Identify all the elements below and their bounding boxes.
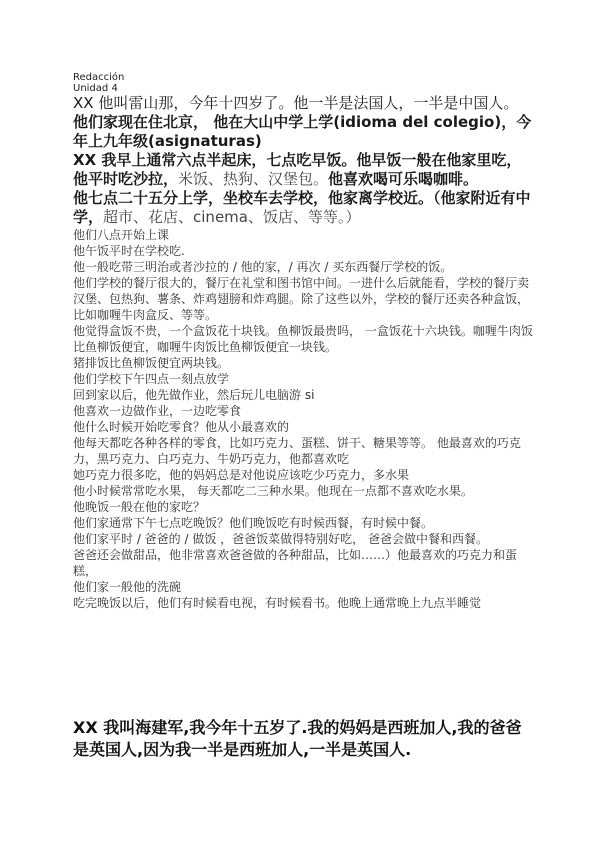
unit-label: Unidad 4 — [73, 83, 118, 94]
text-line: 他一般吃带三明治或者沙拉的 / 他的家，/ 再次 / 买东西餐厅学校的饭。 — [73, 260, 453, 274]
document-body — [73, 72, 533, 611]
text-line: 他喜欢一边做作业，一边吃零食 — [73, 404, 242, 418]
breakfast-bold-2: 他喜欢喝可乐喝咖啡。 — [328, 170, 479, 188]
text-line: 他们八点开始上课 — [73, 228, 170, 242]
paragraph-school: 他们家现在住北京， 他在大山中学上学(idioma del colegio)，今年上九年级(asignaturas) — [73, 113, 532, 150]
text-line: 他们家一般他的洗碗 — [73, 580, 182, 594]
commute-gray: 超市、花店、cinema、饭店、等等。） — [103, 208, 361, 226]
text-line: 他觉得盒饭不贵，一个盒饭花十块钱。鱼柳饭最贵吗， 一盒饭花十六块钱。咖喱牛肉饭比鱼柳饭便宜，咖喱牛肉饭比鱼柳饭便宜一块钱。 — [73, 324, 533, 354]
text-line: 他每天都吃各种各样的零食，比如巧克力、蛋糕、饼干、糖果等等。 他最喜欢的巧克力，黑巧克力、白巧克力、牛奶巧克力，他都喜欢吃 — [73, 436, 521, 466]
paragraph-second-story: XX 我叫海建军,我今年十五岁了.我的妈妈是西班加人,我的爸爸是英国人,因为我一半是西班加人,一半是英国人. — [73, 718, 522, 759]
paragraph-intro: XX 他叫雷山那，今年十四岁了。他一半是法国人，一半是中国人。 — [73, 94, 519, 112]
text-line: 吃完晚饭以后，他们有时候看电视，有时候看书。他晚上通常晚上九点半睡觉 — [73, 596, 482, 610]
paragraph-breakfast — [73, 151, 533, 189]
text-line: 她巧克力很多吃，他的妈妈总是对他说应该吃少巧克力，多水果 — [73, 468, 410, 482]
text-line: 他们学校下午四点一刻点放学 — [73, 372, 230, 386]
breakfast-gray: 米饭、热狗、汉堡包。 — [178, 170, 329, 188]
text-line: 猪排饭比鱼柳饭便宜两块钱。 — [73, 356, 230, 370]
paragraph-commute — [73, 189, 533, 227]
header-label: Redacción — [73, 72, 125, 83]
text-line: 爸爸还会做甜品，他非常喜欢爸爸做的各种甜品，比如……）他最喜欢的巧克力和蛋糕， — [73, 548, 518, 578]
text-line: 他午饭平时在学校吃. — [73, 244, 185, 258]
text-line: 他们家通常下午七点吃晚饭？他们晚饭吃有时候西餐，有时候中餐。 — [73, 516, 434, 530]
text-line: 他什么时候开始吃零食？他从小最喜欢的 — [73, 420, 290, 434]
text-line: 他小时候常常吃水果， 每天都吃二三种水果。他现在一点都不喜欢吃水果。 — [73, 484, 473, 498]
text-line: 他们家平时 / 爸爸的 / 做饭 ，爸爸饭菜做得特别好吃， 爸爸会做中餐和西餐。 — [73, 532, 488, 546]
text-line: 回到家以后，他先做作业，然后玩儿电脑游 si — [73, 388, 315, 402]
text-line: 他晚饭一般在他的家吃？ — [73, 500, 206, 514]
text-line: 他们学校的餐厅很大的，餐厅在礼堂和图书馆中间。一进什么后就能看，学校的餐厅卖汉堡、包热狗、薯条、炸鸡翅膀和炸鸡腿。除了这些以外，学校的餐厅还卖各种盒饭，比如咖喱牛肉盒反、等等。 — [73, 276, 530, 322]
breakfast-bold: XX 我早上通常六点半起床，七点吃早饭。他早饭一般在他家里吃，他平时吃沙拉， — [73, 151, 522, 188]
lines-block — [73, 227, 533, 611]
commute-bold: 他七点二十五分上学，坐校车去学校，他家离学校近。（他家附近有中学， — [73, 189, 531, 226]
